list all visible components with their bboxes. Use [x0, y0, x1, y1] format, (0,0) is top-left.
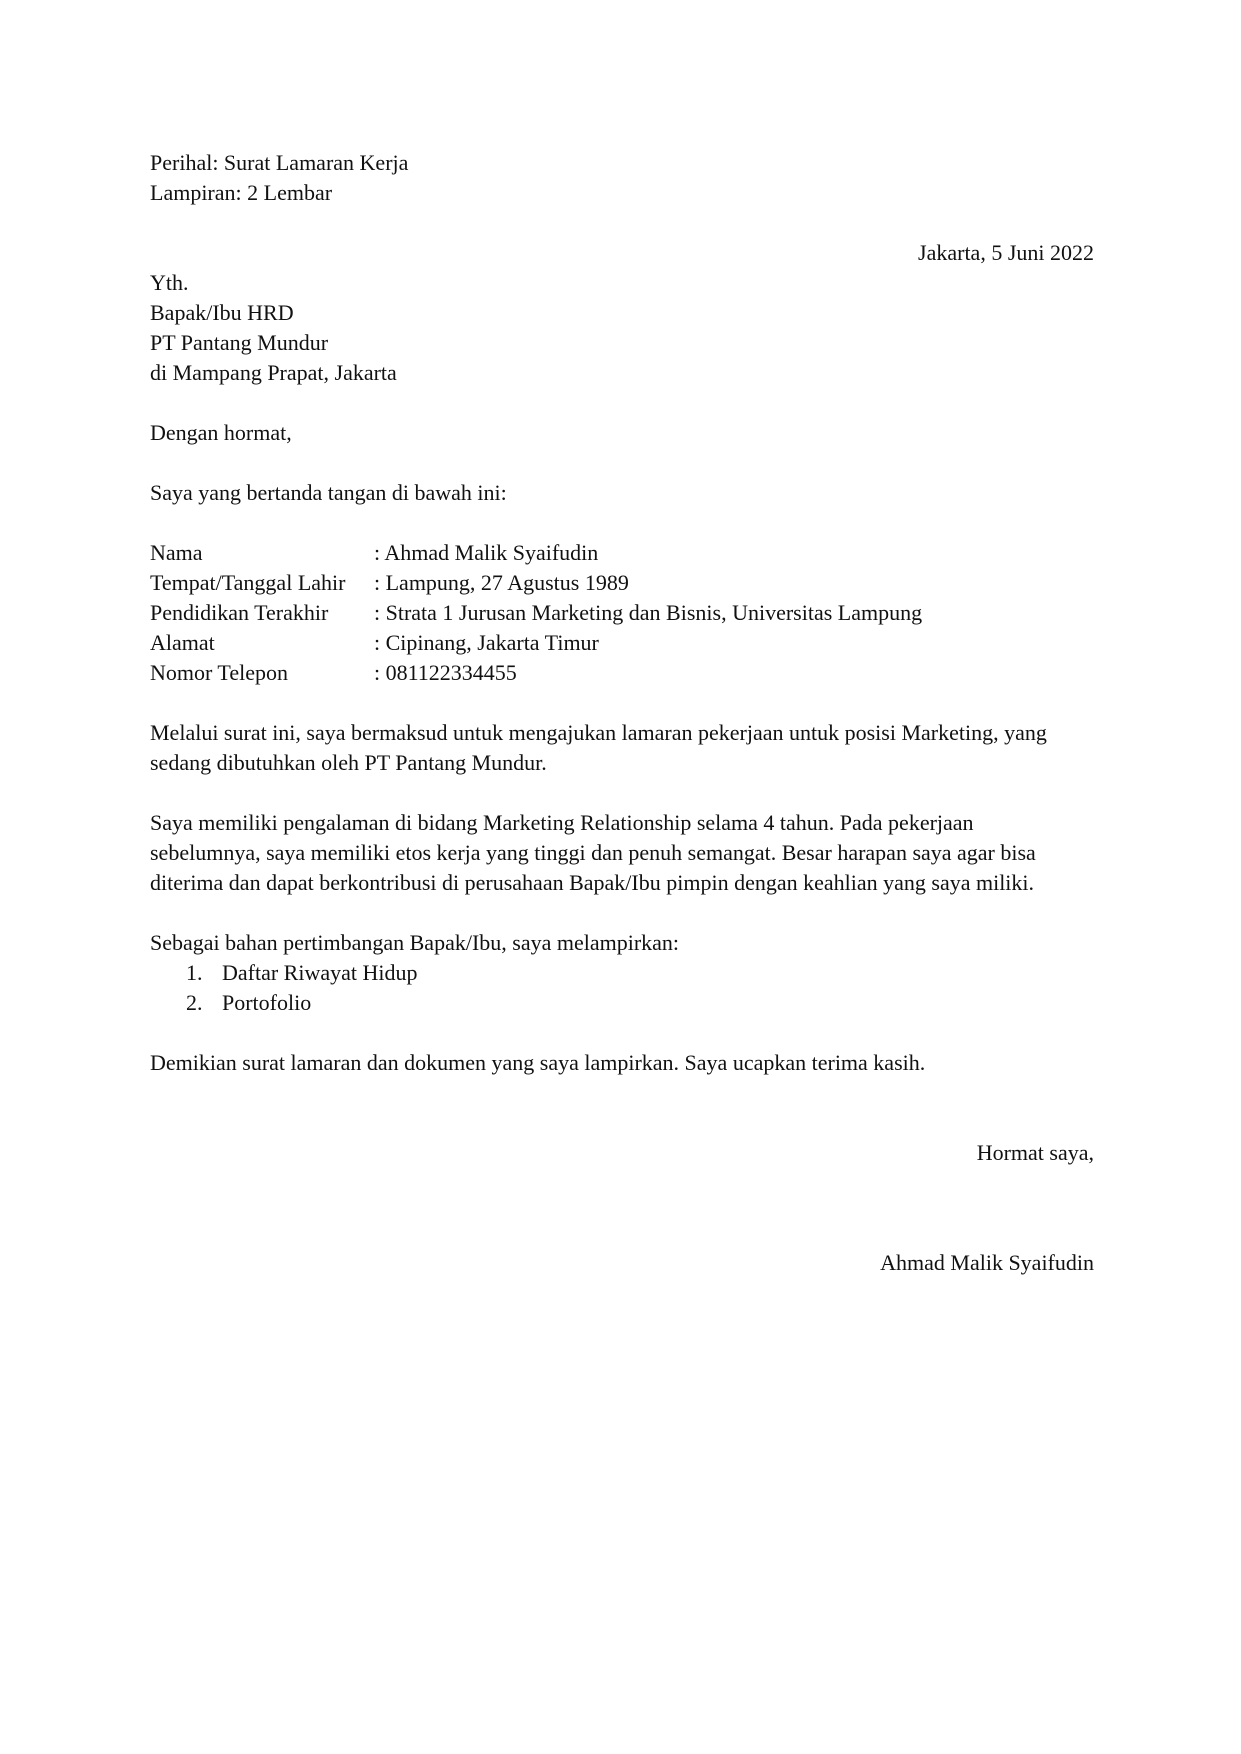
- closing-line: Demikian surat lamaran dan dokumen yang saya lampirkan. Saya ucapkan terima kasih.: [150, 1050, 926, 1075]
- list-number: 2.: [186, 990, 203, 1015]
- identity-table: [150, 538, 1094, 688]
- paragraph-line: sebelumnya, saya memiliki etos kerja yang tinggi dan penuh semangat. Besar harapan saya agar bisa: [150, 840, 1036, 865]
- identity-label: Pendidikan Terakhir: [150, 600, 329, 625]
- identity-label: Alamat: [150, 630, 215, 655]
- recipient-name: Bapak/Ibu HRD: [150, 300, 294, 325]
- attachment-count-line: Lampiran: 2 Lembar: [150, 180, 333, 205]
- attachments-intro: Sebagai bahan pertimbangan Bapak/Ibu, saya melampirkan:: [150, 930, 680, 955]
- recipient-yth: Yth.: [150, 270, 189, 295]
- identity-label: Tempat/Tanggal Lahir: [150, 570, 346, 595]
- paragraph-application: [150, 718, 1094, 778]
- letter-page: [150, 148, 1094, 1278]
- recipient-address: di Mampang Prapat, Jakarta: [150, 360, 397, 385]
- regards: Hormat saya,: [976, 1140, 1094, 1165]
- paragraph-line: Melalui surat ini, saya bermaksud untuk mengajukan lamaran pekerjaan untuk posisi Marketing, yang: [150, 720, 1047, 745]
- paragraph-line: diterima dan dapat berkontribusi di perusahaan Bapak/Ibu pimpin dengan keahlian yang saya miliki.: [150, 870, 1035, 895]
- identity-row-address: [150, 628, 1094, 658]
- intro-line: Saya yang bertanda tangan di bawah ini:: [150, 480, 507, 505]
- identity-value: : Ahmad Malik Syaifudin: [374, 540, 599, 565]
- list-item: [150, 958, 1094, 988]
- identity-label: Nomor Telepon: [150, 660, 288, 685]
- identity-value: : Lampung, 27 Agustus 1989: [374, 570, 629, 595]
- subject-line: Perihal: Surat Lamaran Kerja: [150, 150, 409, 175]
- recipient-company: PT Pantang Mundur: [150, 330, 329, 355]
- attachments-list: [150, 958, 1094, 1018]
- paragraph-line: sedang dibutuhkan oleh PT Pantang Mundur.: [150, 750, 547, 775]
- identity-row-name: [150, 538, 1094, 568]
- place-date: Jakarta, 5 Juni 2022: [918, 240, 1094, 265]
- identity-row-education: [150, 598, 1094, 628]
- signature-name: Ahmad Malik Syaifudin: [880, 1250, 1094, 1275]
- identity-row-birth: [150, 568, 1094, 598]
- recipient-block: [150, 268, 1094, 388]
- salutation: Dengan hormat,: [150, 420, 292, 445]
- identity-value: : Strata 1 Jurusan Marketing dan Bisnis, Universitas Lampung: [374, 600, 923, 625]
- identity-value: : 081122334455: [374, 660, 517, 685]
- list-number: 1.: [186, 960, 203, 985]
- list-text: Daftar Riwayat Hidup: [222, 960, 418, 985]
- paragraph-line: Saya memiliki pengalaman di bidang Marketing Relationship selama 4 tahun. Pada pekerjaan: [150, 810, 974, 835]
- identity-value: : Cipinang, Jakarta Timur: [374, 630, 599, 655]
- paragraph-experience: [150, 808, 1094, 898]
- list-item: [150, 988, 1094, 1018]
- list-text: Portofolio: [222, 990, 312, 1015]
- identity-label: Nama: [150, 540, 203, 565]
- identity-row-phone: [150, 658, 1094, 688]
